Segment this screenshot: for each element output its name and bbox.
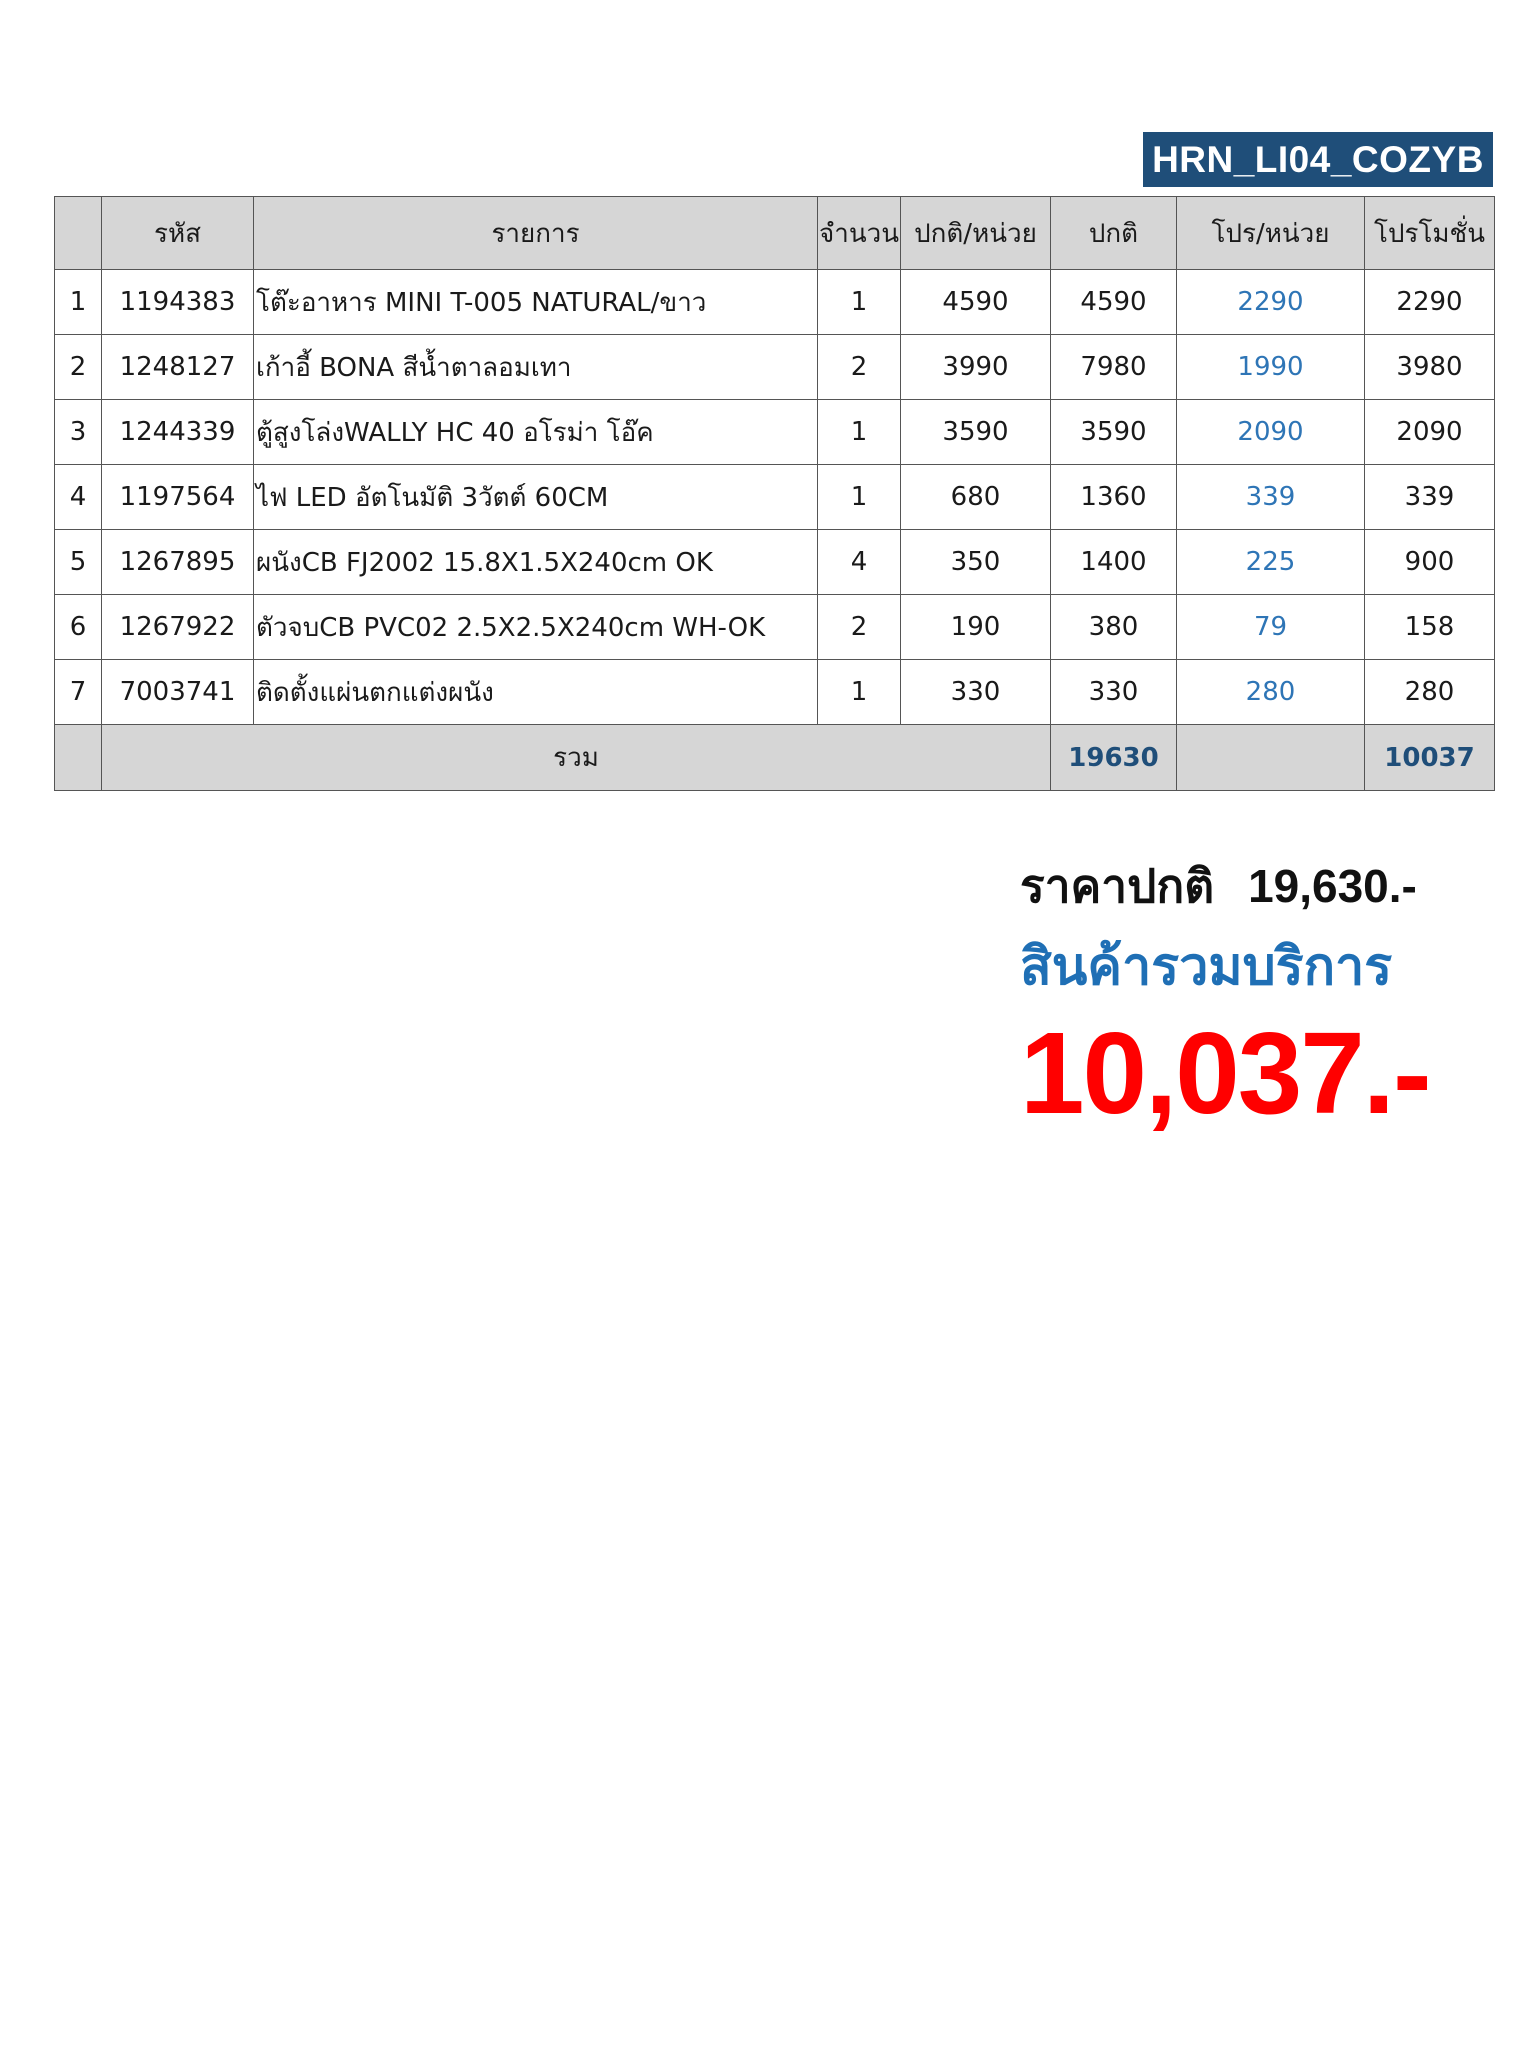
header-no — [55, 197, 102, 270]
row-promo-unit: 225 — [1177, 530, 1365, 595]
row-item: โต๊ะอาหาร MINI T-005 NATURAL/ขาว — [254, 270, 818, 335]
row-qty: 1 — [818, 660, 901, 725]
normal-price-line — [1020, 850, 1490, 922]
row-code: 1248127 — [102, 335, 254, 400]
row-item: ไฟ LED อัตโนมัติ 3วัตต์ 60CM — [254, 465, 818, 530]
row-normal: 7980 — [1051, 335, 1177, 400]
header-code: รหัส — [102, 197, 254, 270]
row-promo-unit: 2090 — [1177, 400, 1365, 465]
row-code: 1267895 — [102, 530, 254, 595]
row-normal-unit: 330 — [901, 660, 1051, 725]
total-row — [55, 725, 1495, 791]
total-empty-cell — [1177, 725, 1365, 791]
row-no: 5 — [55, 530, 102, 595]
row-item: ติดตั้งแผ่นตกแต่งผนัง — [254, 660, 818, 725]
row-no: 3 — [55, 400, 102, 465]
row-normal-unit: 4590 — [901, 270, 1051, 335]
row-qty: 1 — [818, 465, 901, 530]
row-no: 6 — [55, 595, 102, 660]
table-row — [55, 400, 1495, 465]
product-code-badge: HRN_LI04_COZYB — [1143, 132, 1493, 187]
row-normal: 1360 — [1051, 465, 1177, 530]
table-row — [55, 270, 1495, 335]
row-no: 2 — [55, 335, 102, 400]
total-empty-cell — [55, 725, 102, 791]
row-normal: 3590 — [1051, 400, 1177, 465]
row-item: ตู้สูงโล่งWALLY HC 40 อโรม่า โอ๊ค — [254, 400, 818, 465]
row-normal-unit: 680 — [901, 465, 1051, 530]
table-header-row — [55, 197, 1495, 270]
header-promo-unit: โปร/หน่วย — [1177, 197, 1365, 270]
price-summary — [1020, 850, 1490, 1138]
total-label: รวม — [102, 725, 1051, 791]
row-code: 1267922 — [102, 595, 254, 660]
table-row — [55, 660, 1495, 725]
row-promo: 280 — [1365, 660, 1495, 725]
row-promo: 158 — [1365, 595, 1495, 660]
row-promo: 339 — [1365, 465, 1495, 530]
row-promo-unit: 1990 — [1177, 335, 1365, 400]
normal-price-value: 19,630.- — [1248, 860, 1417, 912]
table-row — [55, 465, 1495, 530]
table-row — [55, 530, 1495, 595]
row-item: ตัวจบCB PVC02 2.5X2.5X240cm WH-OK — [254, 595, 818, 660]
row-no: 1 — [55, 270, 102, 335]
promo-total: 10037 — [1365, 725, 1495, 791]
row-promo: 2090 — [1365, 400, 1495, 465]
row-normal: 330 — [1051, 660, 1177, 725]
normal-price-label: ราคาปกติ — [1020, 859, 1215, 912]
bundle-label: สินค้ารวมบริการ — [1020, 937, 1393, 996]
header-promo: โปรโมชั่น — [1365, 197, 1495, 270]
row-qty: 4 — [818, 530, 901, 595]
quotation-table — [54, 196, 1495, 791]
row-code: 1244339 — [102, 400, 254, 465]
row-qty: 1 — [818, 400, 901, 465]
header-normal-unit: ปกติ/หน่วย — [901, 197, 1051, 270]
row-normal: 1400 — [1051, 530, 1177, 595]
header-item: รายการ — [254, 197, 818, 270]
row-no: 7 — [55, 660, 102, 725]
row-qty: 2 — [818, 335, 901, 400]
row-code: 1197564 — [102, 465, 254, 530]
row-promo-unit: 2290 — [1177, 270, 1365, 335]
normal-total: 19630 — [1051, 725, 1177, 791]
row-item: ผนังCB FJ2002 15.8X1.5X240cm OK — [254, 530, 818, 595]
row-normal-unit: 190 — [901, 595, 1051, 660]
table-row — [55, 595, 1495, 660]
row-promo: 2290 — [1365, 270, 1495, 335]
row-promo: 900 — [1365, 530, 1495, 595]
row-qty: 1 — [818, 270, 901, 335]
row-normal-unit: 350 — [901, 530, 1051, 595]
promo-price-value: 10,037.- — [1020, 1008, 1430, 1138]
table-row — [55, 335, 1495, 400]
row-normal-unit: 3590 — [901, 400, 1051, 465]
header-qty: จำนวน — [818, 197, 901, 270]
row-promo-unit: 339 — [1177, 465, 1365, 530]
row-normal-unit: 3990 — [901, 335, 1051, 400]
row-normal: 4590 — [1051, 270, 1177, 335]
row-promo: 3980 — [1365, 335, 1495, 400]
row-no: 4 — [55, 465, 102, 530]
row-promo-unit: 79 — [1177, 595, 1365, 660]
row-code: 7003741 — [102, 660, 254, 725]
row-qty: 2 — [818, 595, 901, 660]
row-normal: 380 — [1051, 595, 1177, 660]
row-promo-unit: 280 — [1177, 660, 1365, 725]
row-item: เก้าอี้ BONA สีน้ำตาลอมเทา — [254, 335, 818, 400]
row-code: 1194383 — [102, 270, 254, 335]
header-normal: ปกติ — [1051, 197, 1177, 270]
